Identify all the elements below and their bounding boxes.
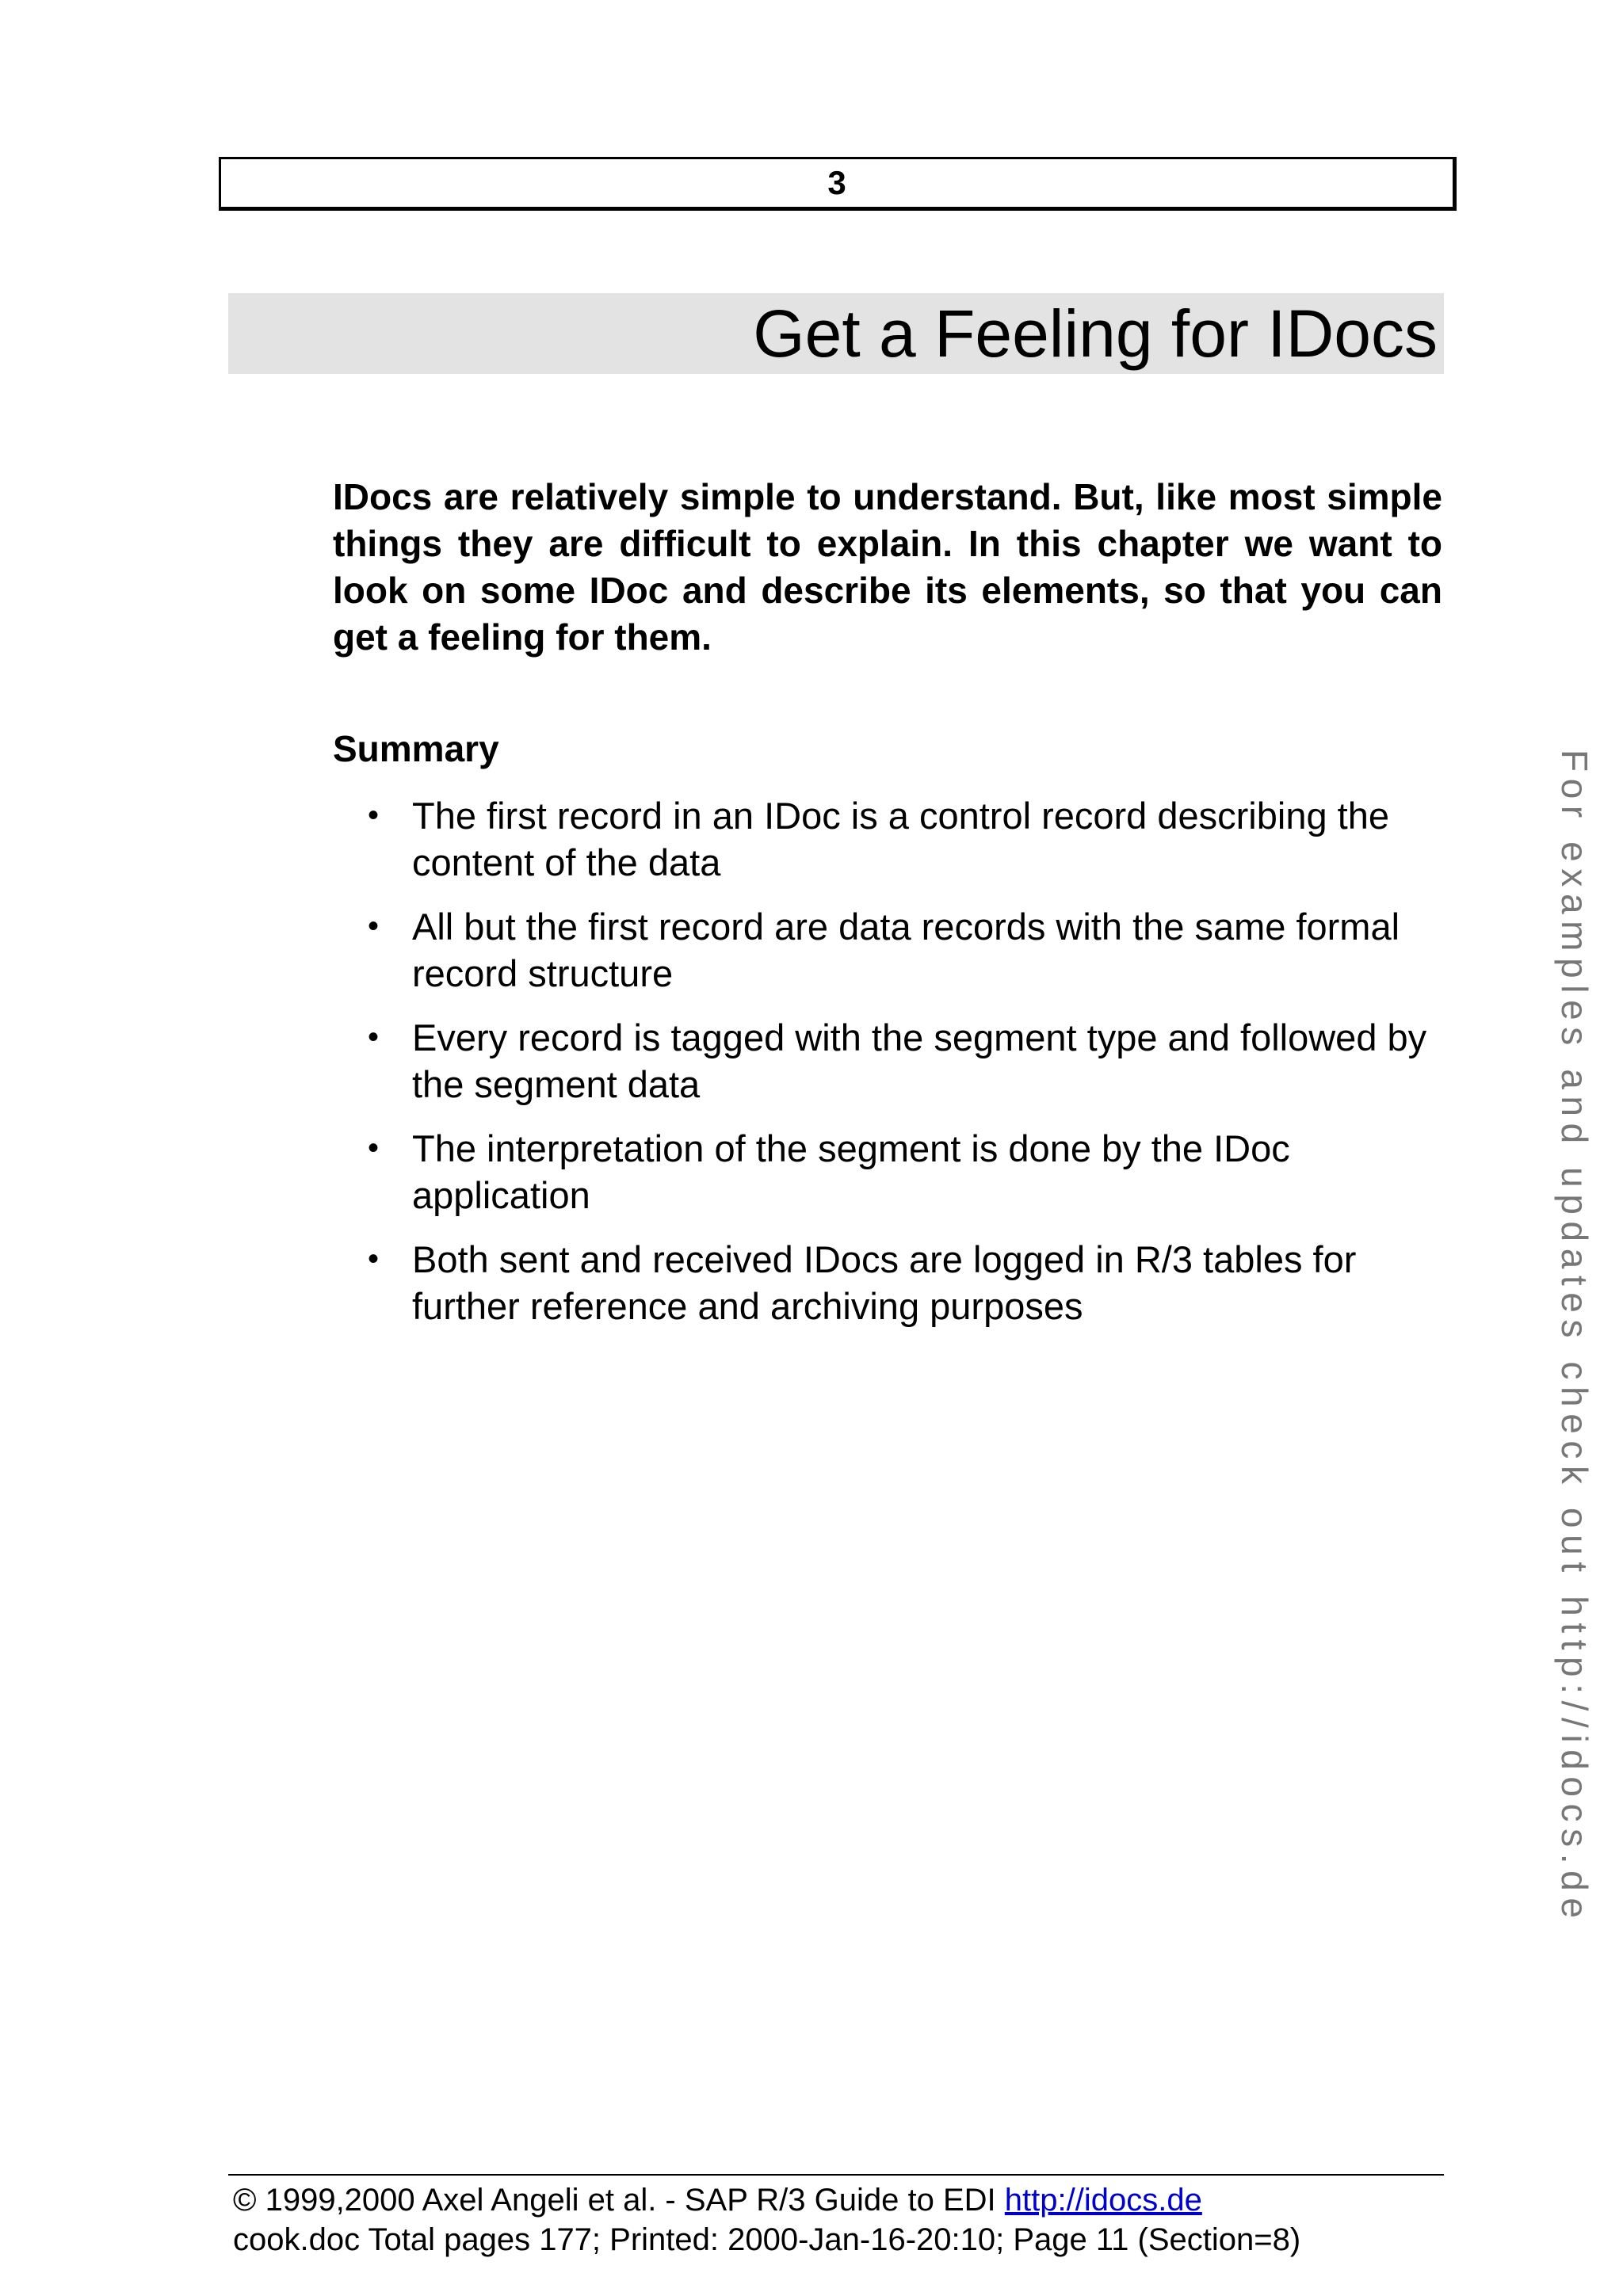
intro-paragraph: IDocs are relatively simple to understand. But, like most simple things they are difficult to explain. In this chapter we want to look on some IDoc and describe its elements, so that you can get a feeling for them. xyxy=(333,476,1442,658)
list-item xyxy=(333,792,1458,886)
list-item-text: The first record in an IDoc is a control record describing the content of the data xyxy=(412,795,1389,883)
list-item-text: All but the first record are data records with the same formal record structure xyxy=(412,906,1400,994)
list-item xyxy=(333,903,1458,997)
footer-print-info: cook.doc Total pages 177; Printed: 2000-Jan-16-20:10; Page 11 (Section=8) xyxy=(233,2222,1301,2257)
list-item-text: Every record is tagged with the segment type and followed by the segment data xyxy=(412,1016,1427,1105)
chapter-title: Get a Feeling for IDocs xyxy=(753,296,1438,371)
footer-divider xyxy=(228,2174,1444,2176)
footer-link[interactable]: http://idocs.de xyxy=(1004,2183,1202,2218)
summary-heading: Summary xyxy=(333,728,499,769)
footer-copyright-line xyxy=(233,2180,1300,2220)
list-item xyxy=(333,1236,1458,1329)
summary-list xyxy=(333,792,1458,1347)
footer-copyright: © 1999,2000 Axel Angeli et al. - SAP R/3 Guide to EDI xyxy=(233,2183,996,2218)
bullet-icon: • xyxy=(368,798,380,833)
list-item xyxy=(333,1014,1458,1108)
chapter-number: 3 xyxy=(827,164,846,201)
chapter-number-box xyxy=(219,157,1457,211)
page-footer xyxy=(233,2180,1300,2260)
bullet-icon: • xyxy=(368,1241,380,1276)
bullet-icon: • xyxy=(368,1131,380,1165)
chapter-title-band xyxy=(228,293,1444,374)
list-item-text: Both sent and received IDocs are logged in R/3 tables for further reference and archiving purposes xyxy=(412,1238,1357,1327)
list-item-text: The interpretation of the segment is done by the IDoc application xyxy=(412,1127,1290,1216)
list-item xyxy=(333,1125,1458,1219)
side-margin-note: For examples and updates check out http://idocs.de xyxy=(1554,749,1595,1925)
bullet-icon: • xyxy=(368,909,380,944)
bullet-icon: • xyxy=(368,1020,380,1055)
